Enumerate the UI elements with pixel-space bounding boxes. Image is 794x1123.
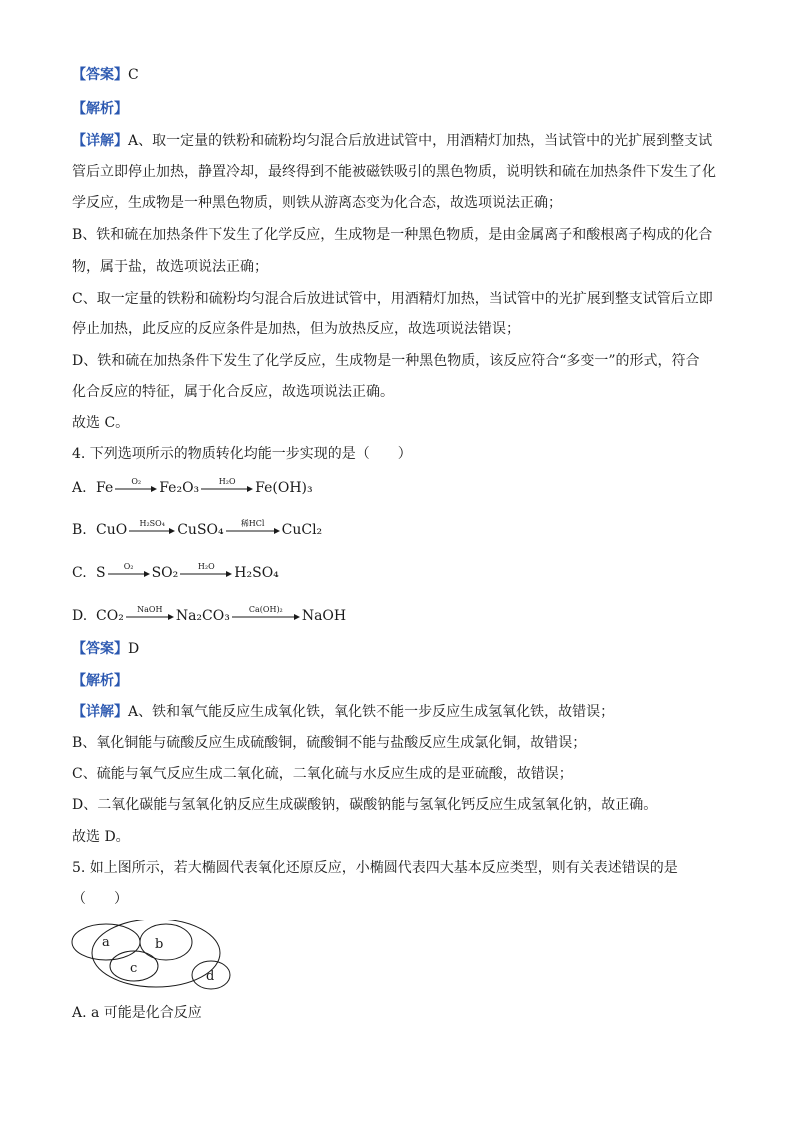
q3-detail-line-2: 学反应，生成物是一种黑色物质，则铁从游离态变为化合态，故选项说法正确； [72, 195, 562, 211]
reaction-arrow [180, 562, 232, 577]
q4-detail-line-4: 故选 D。 [72, 829, 130, 845]
option-label: C. [72, 565, 87, 581]
answer-value: C [128, 67, 139, 83]
arrow-condition: H₂O [197, 562, 215, 571]
analysis-tag: 【解析】 [72, 101, 128, 117]
detail-text: A、取一定量的铁粉和硫粉均匀混合后放进试管中，用酒精灯加热，当试管中的光扩展到整支试 [128, 133, 713, 149]
substance: CO₂ [96, 608, 124, 624]
q3-analysis-tag [72, 100, 128, 118]
arrow-condition: H₂SO₄ [139, 519, 165, 528]
venn-label-d: d [206, 969, 215, 984]
arrow-condition: NaOH [137, 605, 163, 614]
reaction-arrow [108, 562, 150, 577]
ellipse-b [140, 924, 192, 960]
q3-detail-line-7: D、铁和硫在加热条件下发生了化学反应，生成物是一种黑色物质，该反应符合“多变一”的形式，符合 [72, 353, 700, 369]
q4-option-a [72, 470, 313, 496]
venn-label-b: b [155, 937, 164, 952]
option-label: A. [72, 480, 87, 496]
q3-detail-line-9: 故选 C。 [72, 415, 130, 431]
substance: Fe₂O₃ [159, 480, 200, 496]
q4-detail-line-1: B、氧化铜能与硫酸反应生成硫酸铜，硫酸铜不能与盐酸反应生成氯化铜，故错误； [72, 735, 587, 751]
option-label: B. [72, 522, 87, 538]
q4-detail-line-2: C、硫能与氧气反应生成二氧化硫，二氧化硫与水反应生成的是亚硫酸，故错误； [72, 766, 573, 782]
substance: Fe [96, 480, 114, 496]
q5-option-a: A. a 可能是化合反应 [72, 1005, 202, 1021]
reaction-arrow [129, 519, 175, 534]
substance: Fe(OH)₃ [255, 480, 313, 496]
arrow-condition: H₂O [218, 477, 236, 486]
q3-detail-line-1: 管后立即停止加热，静置冷却，最终得到不能被磁铁吸引的黑色物质，说明铁和硫在加热条件下发生了化 [72, 164, 716, 180]
q3-detail-line-0 [72, 132, 712, 150]
detail-text: A、铁和氧气能反应生成氧化铁，氧化铁不能一步反应生成氢氧化铁，故错误； [128, 704, 615, 720]
q5-paren: （ ） [72, 891, 128, 907]
reaction-arrow [232, 605, 300, 620]
reaction-arrow [115, 477, 157, 492]
q3-detail-line-3: B、铁和硫在加热条件下发生了化学反应，生成物是一种黑色物质，是由金属离子和酸根离子构成的化合 [72, 227, 713, 243]
detail-tag: 【详解】 [72, 704, 128, 720]
option-label: D. [72, 608, 88, 624]
analysis-tag: 【解析】 [72, 673, 128, 689]
q3-answer-line [72, 66, 139, 84]
answer-tag: 【答案】 [72, 67, 128, 83]
arrow-condition: Ca(OH)₂ [248, 605, 283, 614]
venn-label-a: a [102, 935, 110, 950]
q3-detail-line-6: 停止加热，此反应的反应条件是加热，但为放热反应，故选项说法错误； [72, 321, 520, 337]
venn-diagram [68, 920, 248, 1000]
answer-tag: 【答案】 [72, 641, 128, 657]
substance: S [96, 565, 106, 581]
substance: Na₂CO₃ [175, 608, 230, 624]
arrow-condition: 稀HCl [240, 519, 265, 528]
substance: CuSO₄ [177, 522, 224, 538]
detail-tag: 【详解】 [72, 133, 128, 149]
substance: CuO [96, 522, 128, 538]
venn-label-c: c [130, 961, 138, 976]
q4-stem: 4. 下列选项所示的物质转化均能一步实现的是（ ） [72, 446, 412, 462]
substance: H₂SO₄ [234, 565, 279, 581]
reaction-arrow [126, 605, 174, 620]
q3-detail-line-8: 化合反应的特征，属于化合反应，故选项说法正确。 [72, 384, 394, 400]
q5-stem: 5. 如上图所示，若大椭圆代表氧化还原反应，小椭圆代表四大基本反应类型，则有关表述错误的是 [72, 860, 678, 876]
q4-option-c [72, 555, 279, 581]
reaction-arrow [226, 519, 280, 534]
substance: NaOH [301, 608, 347, 624]
q4-answer-line [72, 640, 139, 658]
answer-value: D [128, 641, 140, 657]
q4-analysis-tag [72, 672, 128, 690]
reaction-arrow [201, 477, 253, 492]
substance: CuCl₂ [281, 522, 323, 538]
large-ellipse [92, 920, 220, 987]
q4-option-d [72, 598, 346, 624]
q3-detail-line-4: 物，属于盐，故选项说法正确； [72, 259, 268, 275]
substance: SO₂ [151, 565, 179, 581]
arrow-condition: O₂ [123, 562, 134, 571]
q3-detail-line-5: C、取一定量的铁粉和硫粉均匀混合后放进试管中，用酒精灯加热，当试管中的光扩展到整支试管后立即 [72, 291, 713, 307]
q4-detail-line-3: D、二氧化碳能与氢氧化钠反应生成碳酸钠，碳酸钠能与氢氧化钙反应生成氢氧化钠，故正确。 [72, 797, 658, 813]
q4-detail-line-0 [72, 703, 614, 721]
arrow-condition: O₂ [131, 477, 142, 486]
q4-option-b [72, 512, 322, 538]
